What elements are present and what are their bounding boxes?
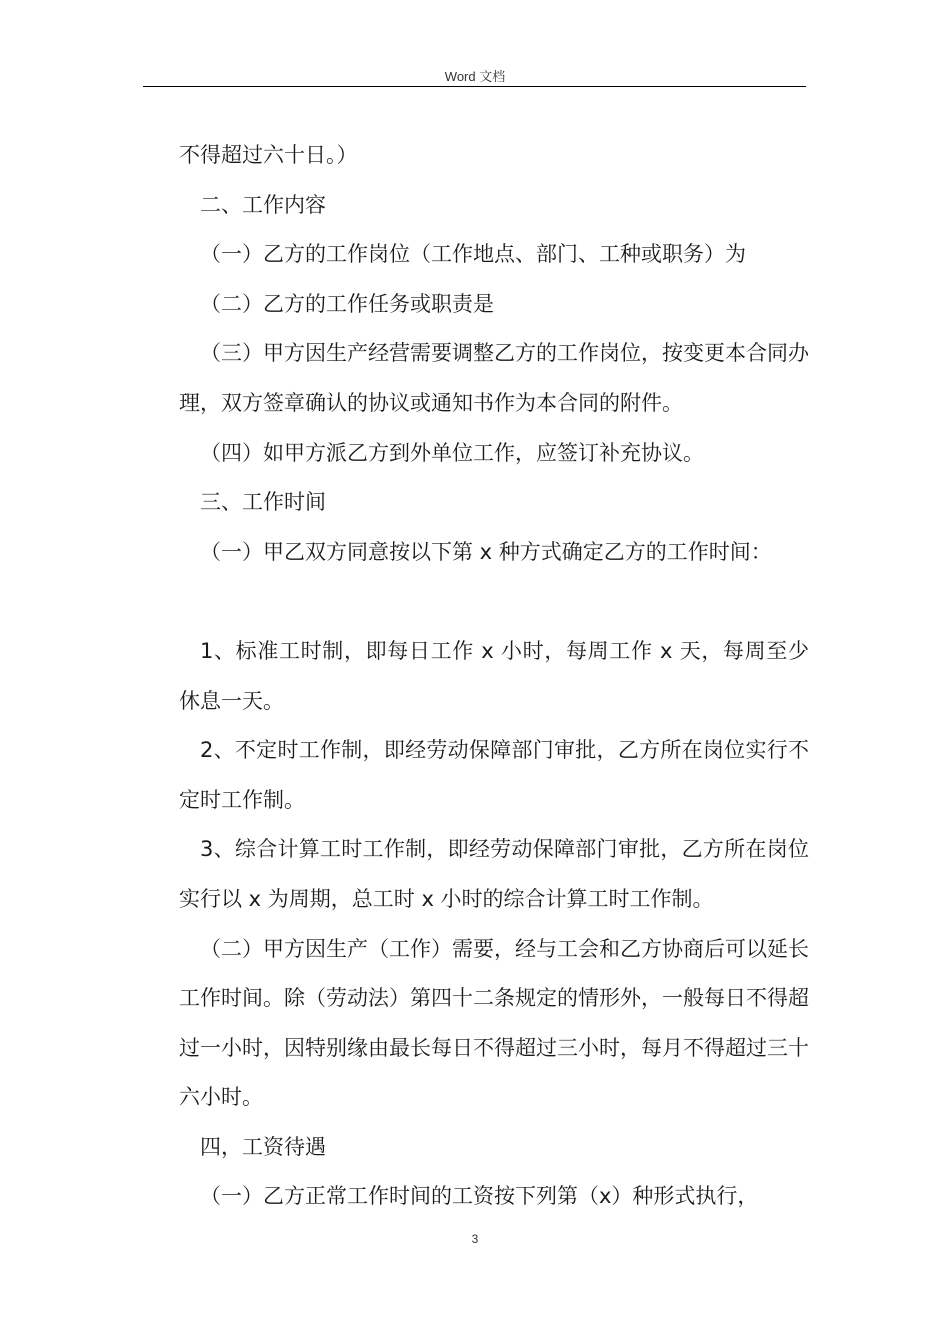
list-item: 1、标准工时制，即每日工作 x 小时，每周工作 x 天，每周至少休息一天。 — [179, 638, 809, 713]
blank-line — [179, 577, 809, 627]
paragraph: （一）乙方的工作岗位（工作地点、部门、工种或职务）为 — [200, 242, 746, 267]
page-header: Word 文档 — [444, 69, 506, 84]
paragraph: （三）甲方因生产经营需要调整乙方的工作岗位，按变更本合同办理，双方签章确认的协议或通知书作为本合同的附件。 — [179, 341, 809, 415]
paragraph: （二）甲方因生产（工作）需要，经与工会和乙方协商后可以延长工作时间。除（劳动法）第四十二条规定的情形外，一般每日不得超过一小时，因特别缘由最长每日不得超过三小时，每月不得超过三十六小时。 — [179, 936, 809, 1110]
paragraph: （一）甲乙双方同意按以下第 x 种方式确定乙方的工作时间： — [200, 539, 772, 564]
section-heading: 四，工资待遇 — [200, 1134, 326, 1159]
header-divider — [143, 86, 806, 87]
section-heading: 二、工作内容 — [200, 192, 326, 217]
paragraph: （四）如甲方派乙方到外单位工作，应签订补充协议。 — [200, 440, 704, 465]
page-number: 3 — [471, 1232, 479, 1246]
paragraph: （二）乙方的工作任务或职责是 — [200, 291, 494, 316]
paragraph: （一）乙方正常工作时间的工资按下列第（x）种形式执行， — [200, 1184, 759, 1209]
list-item: 3、综合计算工时工作制，即经劳动保障部门审批，乙方所在岗位实行以 x 为周期，总工时 x 小时的综合计算工时工作制。 — [179, 837, 809, 911]
list-item: 2、不定时工作制，即经劳动保障部门审批，乙方所在岗位实行不定时工作制。 — [179, 738, 809, 812]
paragraph: 不得超过六十日。） — [179, 143, 358, 167]
section-heading: 三、工作时间 — [200, 490, 326, 515]
document-body — [179, 131, 809, 1222]
